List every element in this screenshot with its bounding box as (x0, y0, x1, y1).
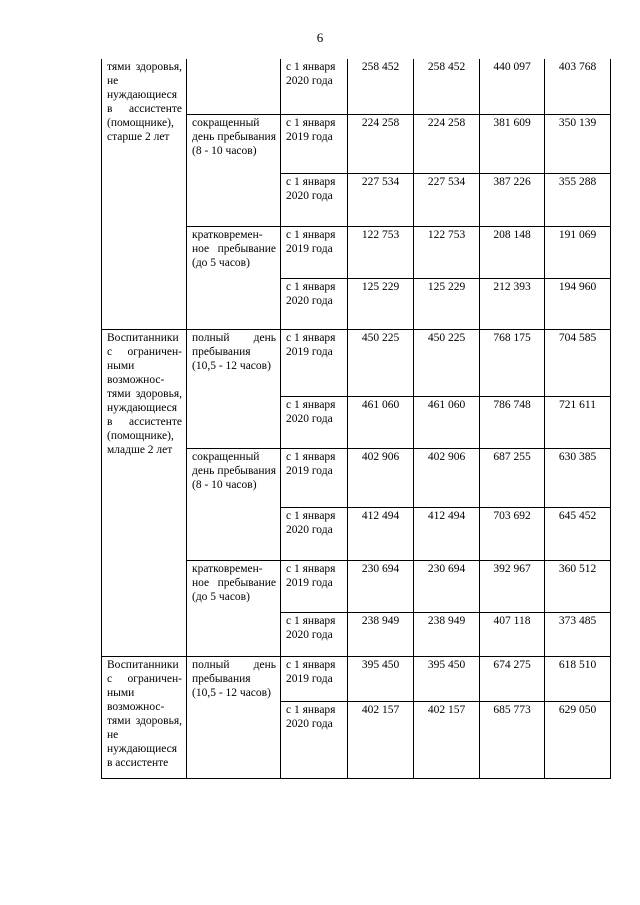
table-row (102, 59, 611, 114)
value-cell: 618 510 (545, 656, 611, 701)
value-cell: 194 960 (545, 278, 611, 329)
date-cell: с 1 января 2020 года (281, 612, 348, 656)
value-cell: 450 225 (414, 329, 480, 396)
value-cell: 461 060 (348, 396, 414, 448)
value-cell: 461 060 (414, 396, 480, 448)
value-cell: 685 773 (480, 701, 545, 778)
value-cell: 392 967 (480, 560, 545, 612)
value-cell: 373 485 (545, 612, 611, 656)
value-cell: 687 255 (480, 448, 545, 507)
value-cell: 208 148 (480, 226, 545, 278)
value-cell: 122 753 (414, 226, 480, 278)
value-cell: 238 949 (348, 612, 414, 656)
value-cell: 350 139 (545, 114, 611, 173)
mode-cell: полный день пребывания (10,5 - 12 часов) (187, 656, 281, 778)
value-cell: 238 949 (414, 612, 480, 656)
value-cell: 224 258 (414, 114, 480, 173)
value-cell: 768 175 (480, 329, 545, 396)
value-cell: 230 694 (348, 560, 414, 612)
value-cell: 402 157 (348, 701, 414, 778)
value-cell: 395 450 (348, 656, 414, 701)
value-cell: 381 609 (480, 114, 545, 173)
date-cell: с 1 января 2020 года (281, 396, 348, 448)
table-row (102, 329, 611, 396)
value-cell: 412 494 (348, 507, 414, 560)
rates-table (101, 59, 611, 779)
value-cell: 258 452 (414, 59, 480, 114)
date-cell: с 1 января 2019 года (281, 448, 348, 507)
date-cell: с 1 января 2020 года (281, 59, 348, 114)
group-cell: тями здоровья, не нуждающиеся в ассистенте (помощнике), старше 2 лет (102, 59, 187, 329)
mode-cell: сокращенный день пребывания (8 - 10 часов) (187, 114, 281, 226)
value-cell: 191 069 (545, 226, 611, 278)
value-cell: 403 768 (545, 59, 611, 114)
value-cell: 387 226 (480, 173, 545, 226)
date-cell: с 1 января 2020 года (281, 278, 348, 329)
date-cell: с 1 января 2020 года (281, 173, 348, 226)
value-cell: 212 393 (480, 278, 545, 329)
value-cell: 355 288 (545, 173, 611, 226)
value-cell: 125 229 (348, 278, 414, 329)
page-number: 6 (316, 30, 324, 45)
mode-cell: сокращенный день пребывания (8 - 10 часов) (187, 448, 281, 560)
value-cell: 360 512 (545, 560, 611, 612)
value-cell: 227 534 (348, 173, 414, 226)
date-cell: с 1 января 2019 года (281, 560, 348, 612)
date-cell: с 1 января 2020 года (281, 507, 348, 560)
mode-cell (187, 59, 281, 114)
value-cell: 224 258 (348, 114, 414, 173)
value-cell: 721 611 (545, 396, 611, 448)
date-cell: с 1 января 2019 года (281, 656, 348, 701)
value-cell: 440 097 (480, 59, 545, 114)
value-cell: 122 753 (348, 226, 414, 278)
mode-cell: кратковремен-ное пребывание (до 5 часов) (187, 226, 281, 329)
value-cell: 230 694 (414, 560, 480, 612)
group-cell: Воспитанники с ограничен-ными возможнос-тями здоровья, не нуждающиеся в ассистенте (102, 656, 187, 778)
value-cell: 402 906 (414, 448, 480, 507)
date-cell: с 1 января 2019 года (281, 329, 348, 396)
value-cell: 704 585 (545, 329, 611, 396)
date-cell: с 1 января 2020 года (281, 701, 348, 778)
value-cell: 258 452 (348, 59, 414, 114)
value-cell: 630 385 (545, 448, 611, 507)
date-cell: с 1 января 2019 года (281, 226, 348, 278)
mode-cell: кратковремен-ное пребывание (до 5 часов) (187, 560, 281, 656)
mode-cell: полный день пребывания (10,5 - 12 часов) (187, 329, 281, 448)
table-row (102, 656, 611, 701)
value-cell: 402 906 (348, 448, 414, 507)
date-cell: с 1 января 2019 года (281, 114, 348, 173)
group-cell: Воспитанники с ограничен-ными возможнос-тями здоровья, нуждающиеся в ассистенте (помощнике), младше 2 лет (102, 329, 187, 656)
value-cell: 645 452 (545, 507, 611, 560)
value-cell: 786 748 (480, 396, 545, 448)
value-cell: 395 450 (414, 656, 480, 701)
value-cell: 227 534 (414, 173, 480, 226)
value-cell: 402 157 (414, 701, 480, 778)
value-cell: 125 229 (414, 278, 480, 329)
value-cell: 674 275 (480, 656, 545, 701)
value-cell: 407 118 (480, 612, 545, 656)
value-cell: 412 494 (414, 507, 480, 560)
value-cell: 703 692 (480, 507, 545, 560)
value-cell: 629 050 (545, 701, 611, 778)
value-cell: 450 225 (348, 329, 414, 396)
